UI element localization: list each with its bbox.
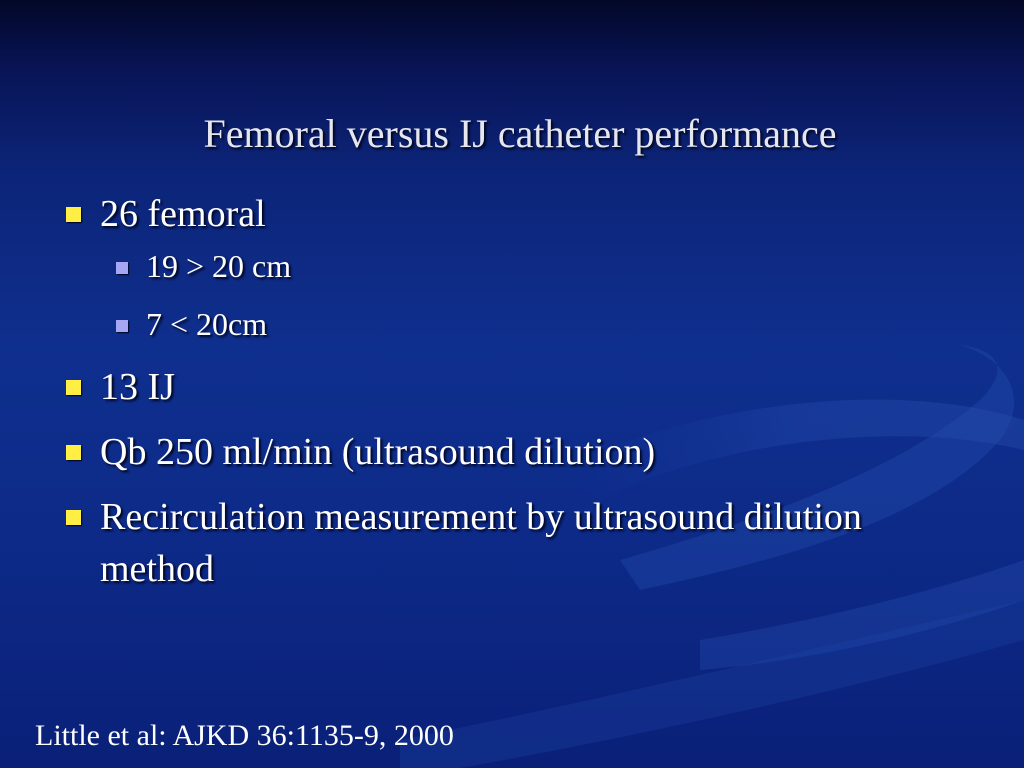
bullet-item	[62, 188, 992, 345]
citation-text: Little et al: AJKD 36:1135-9, 2000	[35, 719, 454, 752]
bullet-list	[62, 188, 992, 608]
bullet-text: Recirculation measurement by ultrasound dilution method	[100, 496, 862, 590]
sub-bullet-item	[62, 303, 992, 345]
square-bullet-icon	[116, 320, 128, 332]
sub-bullet-text: 19 > 20 cm	[146, 248, 292, 284]
bullet-item	[62, 426, 992, 478]
slide-title: Femoral versus IJ catheter performance	[203, 111, 837, 156]
bullet-item	[62, 361, 992, 413]
sub-bullet-text: 7 < 20cm	[146, 306, 268, 342]
bullet-text: Qb 250 ml/min (ultrasound dilution)	[100, 431, 656, 473]
square-bullet-icon	[66, 207, 81, 222]
square-bullet-icon	[66, 380, 81, 395]
sub-bullet-list	[100, 245, 992, 345]
sub-bullet-item	[62, 245, 992, 287]
bullet-text: 13 IJ	[100, 366, 175, 408]
bullet-item	[62, 491, 900, 595]
square-bullet-icon	[116, 262, 128, 274]
bullet-text: 26 femoral	[100, 193, 266, 235]
square-bullet-icon	[66, 510, 81, 525]
square-bullet-icon	[66, 445, 81, 460]
